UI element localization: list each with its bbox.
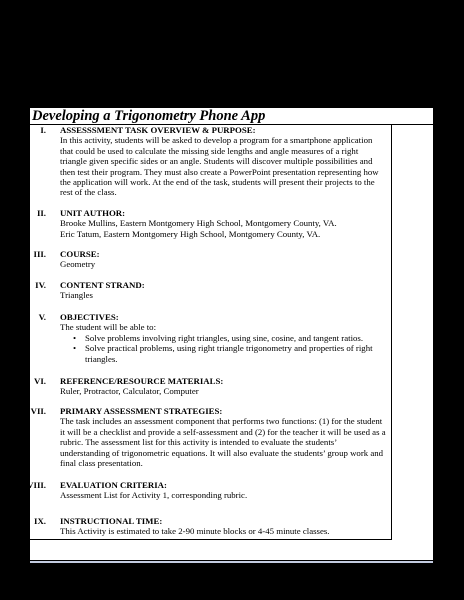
section-number: II. [36, 208, 46, 218]
section-number: VI. [34, 376, 46, 386]
section-number: IX. [34, 516, 46, 526]
author-line: Eric Tatum, Eastern Montgomery High School, Montgomery County, VA. [60, 228, 321, 239]
section-heading: INSTRUCTIONAL TIME: [60, 516, 163, 526]
section-number: VIII. [27, 480, 46, 490]
section-heading: UNIT AUTHOR: [60, 208, 126, 218]
document-page [27, 108, 433, 560]
section-number: V. [38, 312, 46, 322]
objectives-list [60, 333, 387, 364]
section-text: The task includes an assessment component that performs two functions: (1) for the student it will be a checklist and provide a self-assessment and (2) for the teacher it will be used as a rubric. The assessment list for this activity is intended to evaluate the students’ understanding of trigonometric equations. It will also evaluate the students’ group work and final class presentation. [60, 416, 386, 469]
section-heading: PRIMARY ASSESSMENT STRATEGIES: [60, 406, 223, 416]
section-text: In this activity, students will be asked to develop a program for a smartphone application that could be used to calculate the missing side lengths and angle measures of a right triangle given specific sides or an angle. Students will discover multiple possibilities and then test their program. They must also create a PowerPoint presentation representing how the application will work. At the end of the task, students will present their projects to the rest of the class. [60, 135, 379, 198]
section-number: VII. [30, 406, 46, 416]
section-heading: ASSESSSMENT TASK OVERVIEW & PURPOSE: [60, 125, 256, 135]
section-number: IV. [35, 280, 46, 290]
section-heading: EVALUATION CRITERIA: [60, 480, 167, 490]
section-text: This Activity is estimated to take 2-90 minute blocks or 4-45 minute classes. [60, 526, 330, 537]
footer-divider [30, 561, 433, 563]
section-text: Ruler, Protractor, Calculator, Computer [60, 386, 199, 397]
author-line: Brooke Mullins, Eastern Montgomery High School, Montgomery County, VA. [60, 218, 337, 229]
section-text: Geometry [60, 259, 96, 270]
section-text: The student will be able to: [60, 322, 157, 333]
section-heading: REFERENCE/RESOURCE MATERIALS: [60, 376, 224, 386]
list-item: • Solve problems involving right triangles, using sine, cosine, and tangent ratios. [60, 333, 387, 343]
document-title: Developing a Trigonometry Phone App [32, 108, 266, 124]
section-number: I. [40, 125, 46, 135]
list-item: • Solve practical problems, using right triangle trigonometry and properties of right triangles. [60, 343, 387, 364]
section-number: III. [33, 249, 46, 259]
section-heading: OBJECTIVES: [60, 312, 119, 322]
section-heading: CONTENT STRAND: [60, 280, 145, 290]
section-heading: COURSE: [60, 249, 100, 259]
section-text: Assessment List for Activity 1, corresponding rubric. [60, 490, 248, 501]
section-text: Triangles [60, 290, 93, 301]
